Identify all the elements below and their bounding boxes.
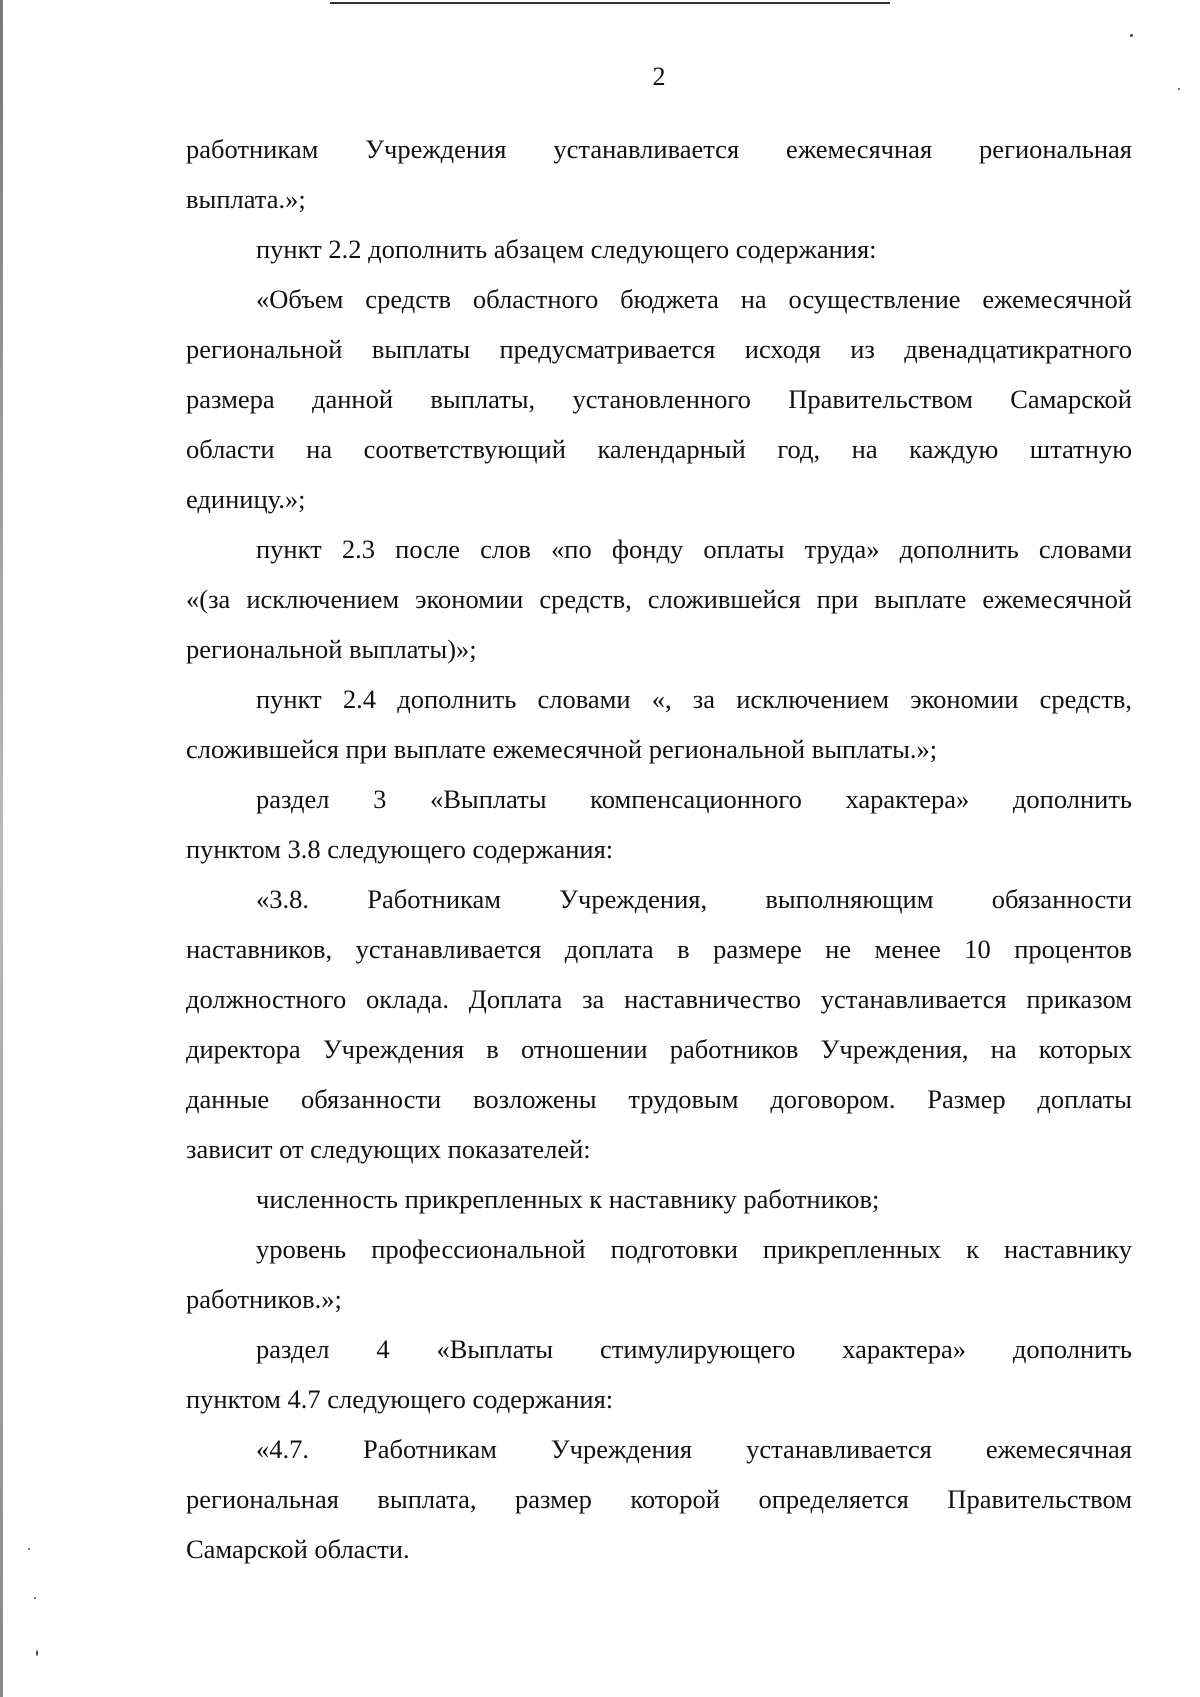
text-line: региональной выплаты)»;: [186, 634, 477, 664]
text-line: «4.7. Работникам Учреждения устанавливается ежемесячная: [256, 1434, 1132, 1464]
scan-speck: [36, 1650, 38, 1656]
text-line: зависит от следующих показателей:: [186, 1134, 591, 1164]
text-line: работникам Учреждения устанавливается ежемесячная региональная: [186, 134, 1132, 164]
text-line: уровень профессиональной подготовки прикрепленных к наставнику: [256, 1234, 1132, 1264]
scan-speck: [34, 1597, 36, 1599]
scan-speck: [28, 1548, 30, 1550]
text-line: «3.8. Работникам Учреждения, выполняющим обязанности: [256, 884, 1132, 914]
text-line: сложившейся при выплате ежемесячной региональной выплаты.»;: [186, 734, 938, 764]
text-line: данные обязанности возложены трудовым договором. Размер доплаты: [186, 1084, 1132, 1114]
page-number: 2: [652, 62, 666, 91]
text-line: раздел 3 «Выплаты компенсационного характера» дополнить: [256, 784, 1132, 814]
text-line: Самарской области.: [186, 1534, 410, 1564]
scan-speck: [1130, 34, 1133, 37]
text-line: директора Учреждения в отношении работников Учреждения, на которых: [186, 1034, 1132, 1064]
text-line: области на соответствующий календарный год, на каждую штатную: [186, 434, 1132, 464]
text-line: размера данной выплаты, установленного Правительством Самарской: [186, 384, 1132, 414]
text-line: выплата.»;: [186, 184, 306, 214]
text-line: должностного оклада. Доплата за наставничество устанавливается приказом: [186, 984, 1132, 1014]
text-line: региональная выплата, размер которой определяется Правительством: [186, 1484, 1132, 1514]
text-line: единицу.»;: [186, 484, 306, 514]
text-line: региональной выплаты предусматривается исходя из двенадцатикратного: [186, 334, 1132, 364]
text-line: пункт 2.4 дополнить словами «, за исключением экономии средств,: [256, 684, 1132, 714]
text-line: пункт 2.2 дополнить абзацем следующего содержания:: [256, 234, 877, 264]
document-body: [186, 124, 1132, 1574]
text-line: численность прикрепленных к наставнику работников;: [256, 1184, 880, 1214]
text-line: пунктом 4.7 следующего содержания:: [186, 1384, 614, 1414]
text-line: «Объем средств областного бюджета на осуществление ежемесячной: [256, 284, 1132, 314]
text-line: наставников, устанавливается доплата в размере не менее 10 процентов: [186, 934, 1132, 964]
text-line: работников.»;: [186, 1284, 342, 1314]
scan-top-border: [330, 2, 890, 4]
text-line: раздел 4 «Выплаты стимулирующего характера» дополнить: [256, 1334, 1132, 1364]
scan-left-edge: [0, 0, 3, 1697]
text-line: «(за исключением экономии средств, сложившейся при выплате ежемесячной: [186, 584, 1132, 614]
text-line: пунктом 3.8 следующего содержания:: [186, 834, 614, 864]
text-line: пункт 2.3 после слов «по фонду оплаты труда» дополнить словами: [256, 534, 1132, 564]
